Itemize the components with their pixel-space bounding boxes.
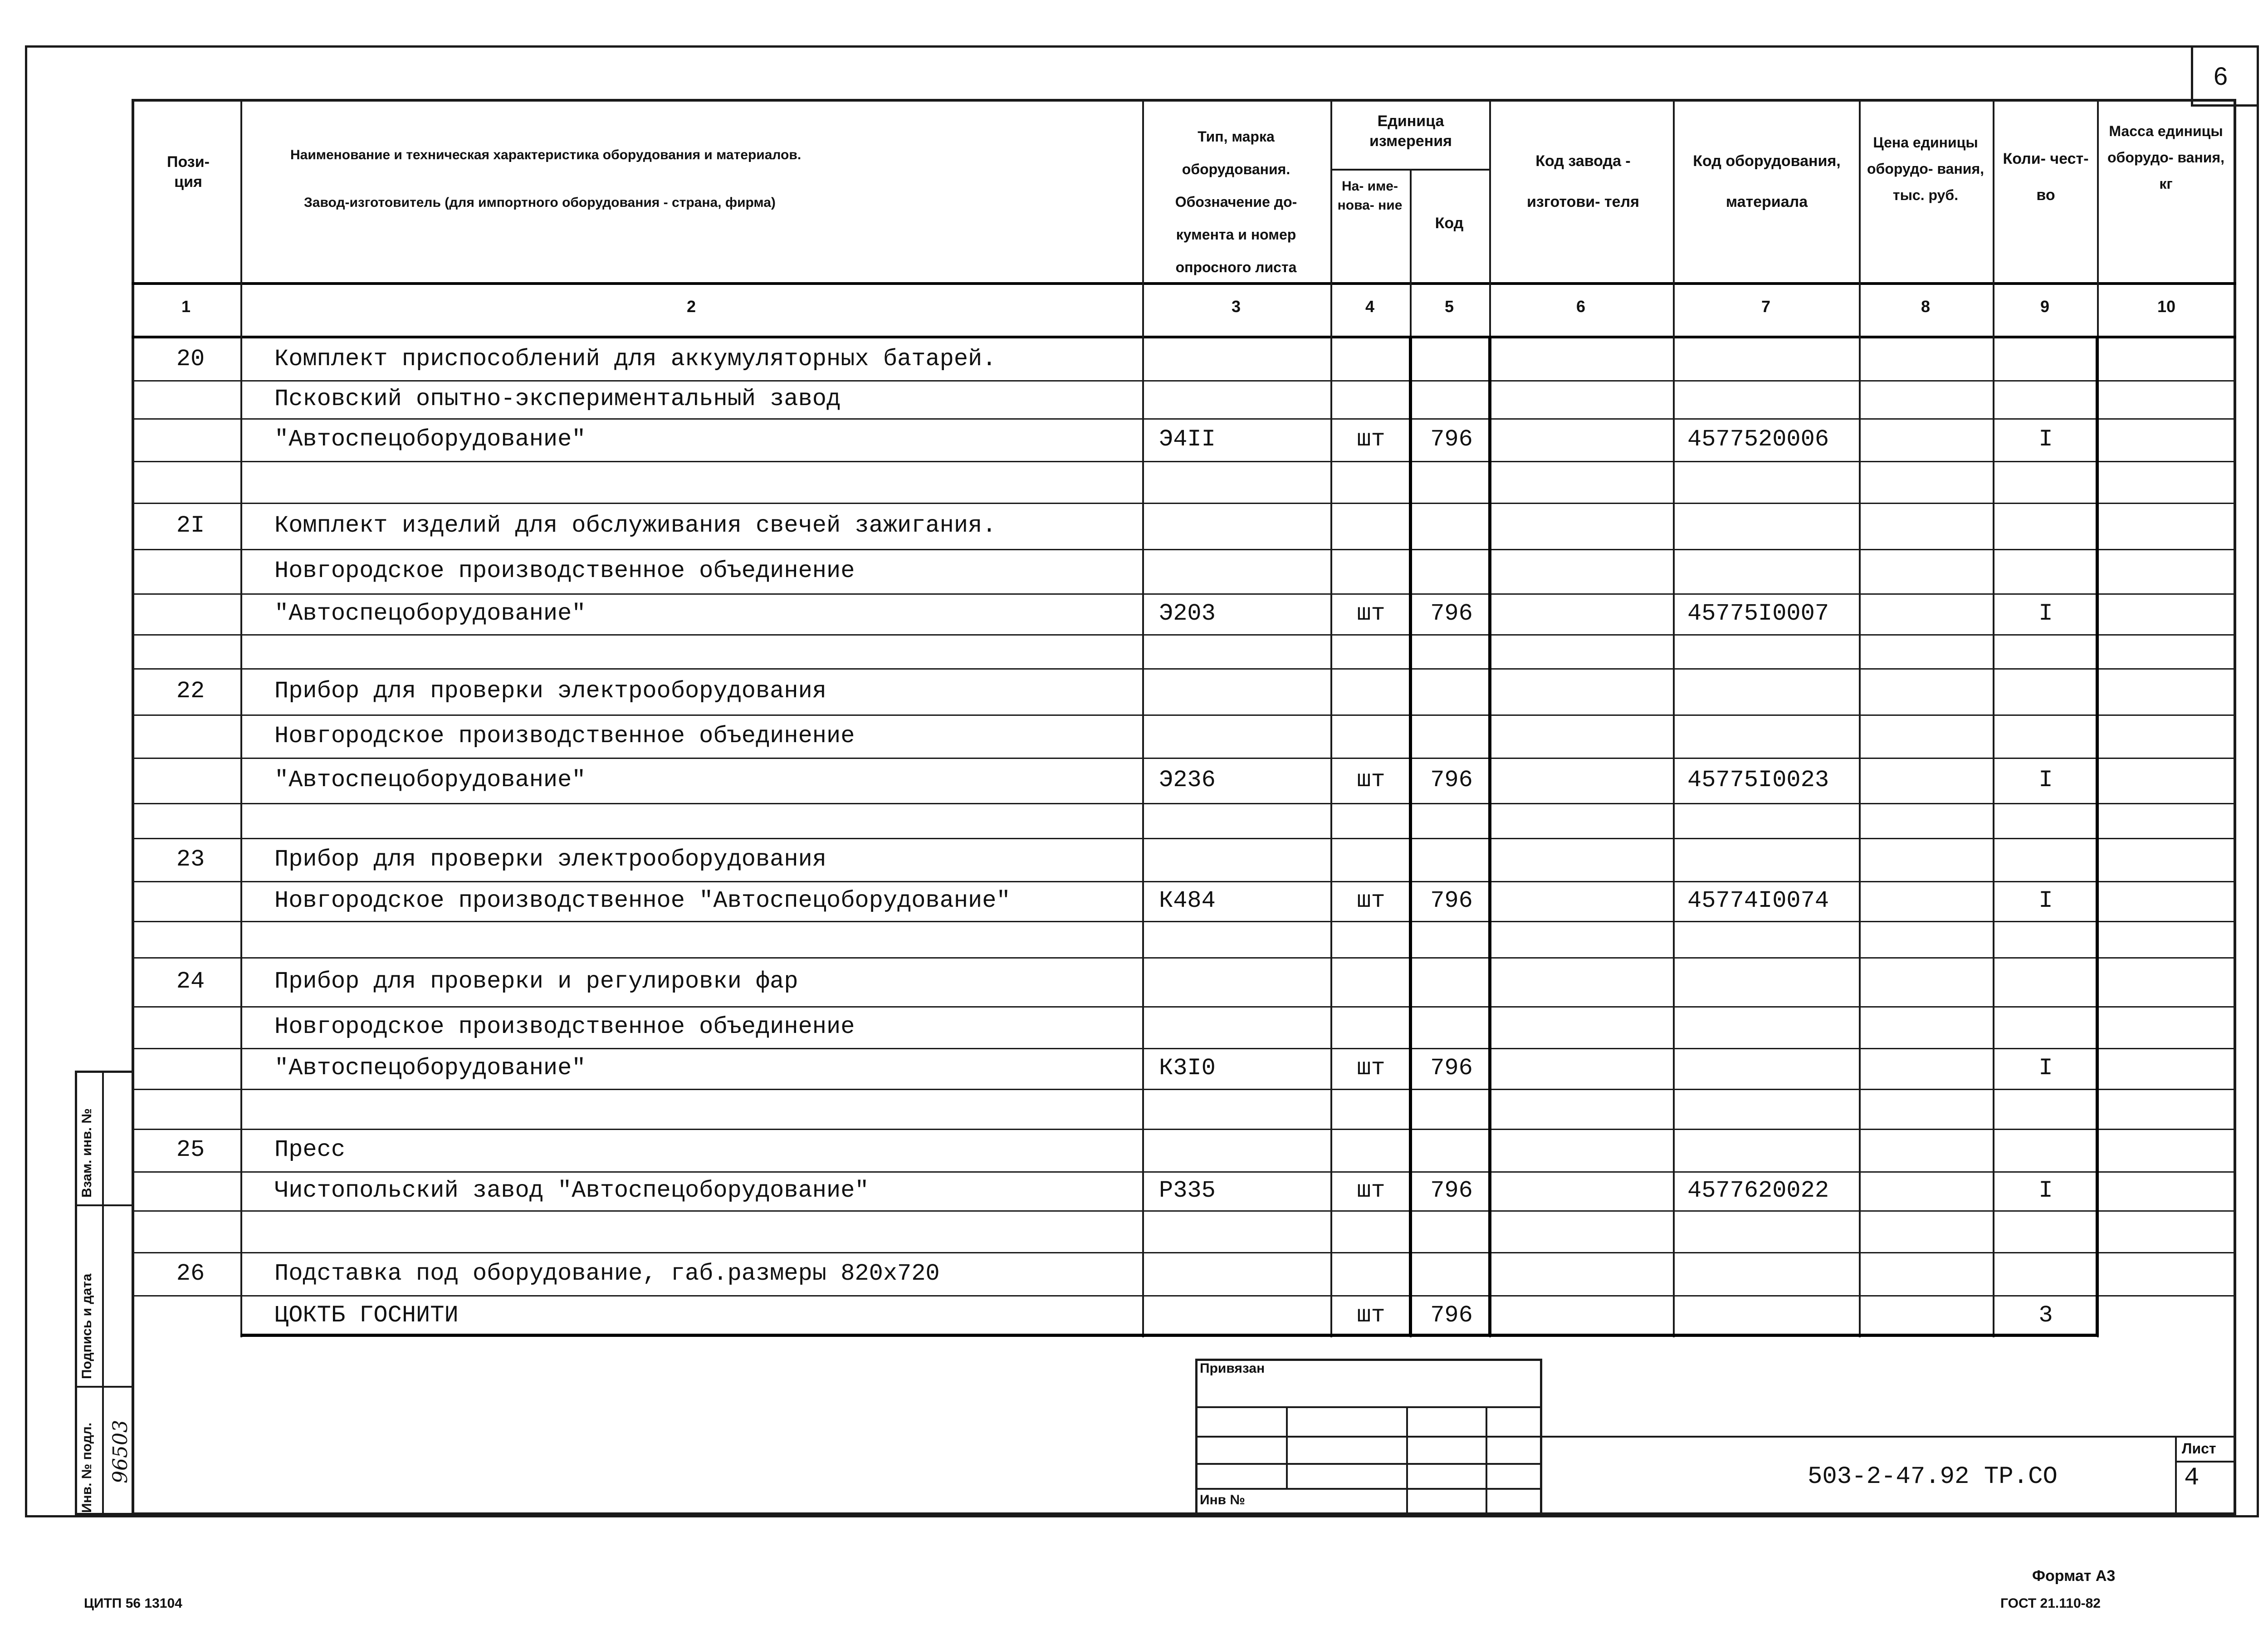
cell-type: Э203 xyxy=(1159,600,1216,627)
cell-code: 796 xyxy=(1430,426,1473,453)
cell-pos xyxy=(159,1055,222,1082)
cell-name: Новгородское производственное объединение xyxy=(274,723,855,749)
cell-eq-code xyxy=(1687,678,1855,705)
title-block-line xyxy=(1542,1436,2236,1438)
cell-qty xyxy=(1996,807,2096,834)
cell-unit xyxy=(1336,1136,1406,1164)
cell-qty: I xyxy=(2038,767,2053,793)
column-number: 3 xyxy=(1231,297,1241,316)
cell-type xyxy=(1159,558,1322,585)
cell-pos xyxy=(159,1218,222,1245)
cell-code xyxy=(1415,1136,1488,1164)
header-quantity: Коли- чест- во xyxy=(2003,150,2089,204)
cell-type xyxy=(1159,678,1322,705)
cell-unit xyxy=(1336,558,1406,585)
vzam-inv-label: Взам. инв. № xyxy=(79,1108,94,1198)
cell-name: "Автоспецоборудование" xyxy=(274,600,586,627)
cell-type xyxy=(1159,925,1322,953)
cell-name: Комплект изделий для обслуживания свечей зажигания. xyxy=(274,512,997,539)
cell-eq-code xyxy=(1687,638,1855,665)
cell-eq-code xyxy=(1687,1260,1855,1287)
cell-unit xyxy=(1336,1218,1406,1245)
cell-eq-code xyxy=(1687,512,1855,539)
cell-type xyxy=(1159,468,1322,495)
cell-qty: 3 xyxy=(2038,1302,2053,1329)
cell-pos: 24 xyxy=(176,968,205,995)
header-equipment-code: Код оборудования, материала xyxy=(1693,152,1841,210)
cell-pos: 26 xyxy=(176,1260,205,1287)
cell-unit: шт xyxy=(1357,1302,1385,1329)
cell-pos xyxy=(159,386,222,413)
table-row xyxy=(0,714,2268,758)
cell-pos xyxy=(159,1095,222,1122)
cell-code xyxy=(1415,638,1488,665)
column-number: 7 xyxy=(1761,297,1771,316)
footer-left-code: ЦИТП 56 13104 xyxy=(84,1596,182,1611)
cell-qty xyxy=(1996,968,2096,995)
cell-name: Прибор для проверки электрооборудования xyxy=(274,678,826,704)
list-hline xyxy=(2175,1461,2236,1463)
cell-pos xyxy=(159,1177,222,1204)
header-unit-group: Единица измерения xyxy=(1369,113,1452,150)
column-number: 1 xyxy=(181,297,191,316)
cell-name xyxy=(274,468,1136,495)
cell-qty xyxy=(1996,346,2096,373)
side-line-1 xyxy=(75,1204,134,1206)
list-number: 4 xyxy=(2184,1463,2200,1492)
cell-name: Новгородское производственное "Автоспецоборудование" xyxy=(274,887,1011,914)
cell-name: Комплект приспособлений для аккумуляторных батарей. xyxy=(274,346,997,372)
cell-pos xyxy=(159,600,222,627)
cell-type xyxy=(1159,1302,1322,1329)
cell-qty xyxy=(1996,558,2096,585)
cell-unit: шт xyxy=(1357,1055,1385,1081)
cell-type xyxy=(1159,1218,1322,1245)
cell-qty: I xyxy=(2038,426,2053,453)
cell-qty: I xyxy=(2038,887,2053,914)
cell-unit xyxy=(1336,638,1406,665)
cell-unit: шт xyxy=(1357,426,1385,453)
cell-unit xyxy=(1336,1013,1406,1041)
header-name-line2: Завод-изготовитель (для импортного оборудования - страна, фирма) xyxy=(304,195,776,210)
cell-pos xyxy=(159,638,222,665)
cell-type xyxy=(1159,807,1322,834)
header-unit-code: Код xyxy=(1435,215,1464,232)
stamp-vline-3 xyxy=(1486,1406,1487,1515)
cell-name: Прибор для проверки электрооборудования xyxy=(274,846,826,873)
cell-name: Подставка под оборудование, габ.размеры 820x720 xyxy=(274,1260,940,1287)
cell-unit xyxy=(1336,1095,1406,1122)
cell-eq-code xyxy=(1687,1055,1855,1082)
cell-qty xyxy=(1996,1260,2096,1287)
cell-name: Псковский опытно-экспериментальный завод xyxy=(274,386,841,412)
cell-code xyxy=(1415,968,1488,995)
cell-unit xyxy=(1336,807,1406,834)
inv-podl-label: Инв. № подл. xyxy=(79,1422,94,1513)
cell-unit xyxy=(1336,468,1406,495)
header-mass: Масса единицы оборудо- вания, кг xyxy=(2107,123,2224,192)
column-number: 9 xyxy=(2040,297,2050,316)
cell-eq-code: 4577520006 xyxy=(1687,426,1829,453)
table-row xyxy=(0,1210,2268,1252)
table-row xyxy=(0,1295,2268,1336)
cell-name: Новгородское производственное объединение xyxy=(274,1013,855,1040)
header-type: Тип, марка оборудования. Обозначение до- кумента и номер опросного листа xyxy=(1175,128,1297,275)
cell-name: Пресс xyxy=(274,1136,346,1163)
cell-code xyxy=(1415,468,1488,495)
table-row xyxy=(0,1089,2268,1129)
column-number: 10 xyxy=(2157,297,2176,316)
cell-type: К484 xyxy=(1159,887,1216,914)
cell-code xyxy=(1415,678,1488,705)
table-row xyxy=(0,461,2268,503)
cell-unit xyxy=(1336,925,1406,953)
list-label: Лист xyxy=(2182,1440,2216,1457)
cell-code: 796 xyxy=(1430,1302,1473,1329)
table-row xyxy=(0,380,2268,418)
cell-type xyxy=(1159,1013,1322,1041)
cell-unit xyxy=(1336,386,1406,413)
cell-name: "Автоспецоборудование" xyxy=(274,1055,586,1081)
cell-code xyxy=(1415,512,1488,539)
cell-pos xyxy=(159,925,222,953)
cell-name: Прибор для проверки и регулировки фар xyxy=(274,968,798,995)
cell-eq-code: 45774I0074 xyxy=(1687,887,1829,914)
cell-code xyxy=(1415,1260,1488,1287)
table-row xyxy=(0,549,2268,593)
cell-code: 796 xyxy=(1430,600,1473,627)
cell-name xyxy=(274,638,1136,665)
cell-unit: шт xyxy=(1357,767,1385,793)
cell-name: "Автоспецоборудование" xyxy=(274,767,586,793)
cell-code xyxy=(1415,846,1488,873)
stamp-line-3 xyxy=(1195,1463,1542,1465)
stamp-line-1 xyxy=(1195,1406,1542,1408)
table-row xyxy=(0,1006,2268,1048)
cell-eq-code xyxy=(1687,968,1855,995)
cell-name xyxy=(274,807,1136,834)
cell-eq-code xyxy=(1687,468,1855,495)
stamp-vline-1 xyxy=(1286,1406,1288,1488)
cell-code: 796 xyxy=(1430,1055,1473,1081)
cell-code xyxy=(1415,723,1488,750)
table-row xyxy=(0,634,2268,668)
header-price: Цена единицы оборудо- вания, тыс. руб. xyxy=(1867,134,1984,203)
cell-code: 796 xyxy=(1430,767,1473,793)
cell-pos xyxy=(159,1302,222,1329)
column-number: 8 xyxy=(1921,297,1931,316)
cell-qty xyxy=(1996,638,2096,665)
cell-type xyxy=(1159,346,1322,373)
cell-unit xyxy=(1336,968,1406,995)
cell-qty xyxy=(1996,846,2096,873)
header-name-line1: Наименование и техническая характеристика оборудования и материалов. xyxy=(290,147,802,162)
cell-unit xyxy=(1336,512,1406,539)
cell-type xyxy=(1159,386,1322,413)
cell-pos xyxy=(159,887,222,915)
table-row xyxy=(0,1129,2268,1171)
table-row xyxy=(0,838,2268,881)
cell-type xyxy=(1159,846,1322,873)
cell-pos xyxy=(159,426,222,453)
cell-code xyxy=(1415,1095,1488,1122)
podpis-data-label: Подпись и дата xyxy=(79,1273,94,1379)
cell-eq-code xyxy=(1687,1218,1855,1245)
cell-pos xyxy=(159,767,222,794)
cell-code xyxy=(1415,807,1488,834)
cell-code xyxy=(1415,925,1488,953)
cell-qty xyxy=(1996,386,2096,413)
cell-eq-code xyxy=(1687,386,1855,413)
cell-pos xyxy=(159,723,222,750)
cell-code xyxy=(1415,346,1488,373)
cell-eq-code xyxy=(1687,558,1855,585)
table-row xyxy=(0,881,2268,921)
cell-pos: 22 xyxy=(176,678,205,704)
cell-unit xyxy=(1336,723,1406,750)
priviazan-label: Привязан xyxy=(1200,1361,1265,1376)
cell-qty xyxy=(1996,1136,2096,1164)
list-vline xyxy=(2175,1436,2177,1515)
cell-type xyxy=(1159,1260,1322,1287)
cell-qty xyxy=(1996,925,2096,953)
cell-qty xyxy=(1996,512,2096,539)
cell-unit xyxy=(1336,1260,1406,1287)
cell-code: 796 xyxy=(1430,1177,1473,1204)
table-row xyxy=(0,803,2268,838)
table-row xyxy=(0,338,2268,380)
cell-unit xyxy=(1336,846,1406,873)
cell-eq-code: 45775I0023 xyxy=(1687,767,1829,793)
cell-eq-code xyxy=(1687,723,1855,750)
cell-pos: 23 xyxy=(176,846,205,873)
cell-type xyxy=(1159,968,1322,995)
cell-name xyxy=(274,1095,1136,1122)
header-unit-name: На- име- нова- ние xyxy=(1337,179,1403,213)
cell-qty xyxy=(1996,723,2096,750)
table-row xyxy=(0,1252,2268,1295)
table-row xyxy=(0,758,2268,803)
stamp-vline-2 xyxy=(1406,1406,1408,1515)
table-row xyxy=(0,503,2268,549)
cell-name xyxy=(274,925,1136,953)
cell-eq-code: 45775I0007 xyxy=(1687,600,1829,627)
cell-type: Э236 xyxy=(1159,767,1216,793)
format-label: Формат А3 xyxy=(2032,1567,2116,1585)
cell-qty xyxy=(1996,1218,2096,1245)
stamp-line-4 xyxy=(1195,1488,1542,1490)
cell-name: Чистопольский завод "Автоспецоборудование" xyxy=(274,1177,869,1204)
column-number: 2 xyxy=(686,297,696,316)
cell-qty xyxy=(1996,468,2096,495)
cell-unit: шт xyxy=(1357,1177,1385,1204)
cell-type: Э4II xyxy=(1159,426,1216,453)
table-row xyxy=(0,1048,2268,1089)
cell-type xyxy=(1159,638,1322,665)
cell-type: Р335 xyxy=(1159,1177,1216,1204)
inv-no-label: Инв № xyxy=(1200,1492,1245,1507)
cell-type xyxy=(1159,512,1322,539)
cell-pos: 25 xyxy=(176,1136,205,1163)
footer-right-code: ГОСТ 21.110-82 xyxy=(2000,1596,2101,1611)
cell-eq-code: 4577620022 xyxy=(1687,1177,1829,1204)
sheet-number: 6 xyxy=(2214,62,2228,90)
cell-pos xyxy=(159,468,222,495)
table-row xyxy=(0,957,2268,1006)
table-row xyxy=(0,1171,2268,1210)
table-row xyxy=(0,418,2268,461)
cell-unit: шт xyxy=(1357,887,1385,914)
cell-eq-code xyxy=(1687,346,1855,373)
column-number: 5 xyxy=(1444,297,1454,316)
cell-eq-code xyxy=(1687,925,1855,953)
inv-podl-value: 96503 xyxy=(109,1420,132,1483)
cell-qty: I xyxy=(2038,1177,2053,1204)
cell-code xyxy=(1415,1218,1488,1245)
document-code: 503-2-47.92 ТР.СО xyxy=(1808,1463,2058,1491)
cell-qty xyxy=(1996,1095,2096,1122)
column-number: 4 xyxy=(1365,297,1375,316)
table-row xyxy=(0,921,2268,957)
cell-eq-code xyxy=(1687,1013,1855,1041)
cell-eq-code xyxy=(1687,807,1855,834)
cell-pos: 20 xyxy=(176,346,205,372)
cell-code xyxy=(1415,1013,1488,1041)
cell-type: К3I0 xyxy=(1159,1055,1216,1081)
cell-name xyxy=(274,1218,1136,1245)
header-position: Пози- ция xyxy=(167,153,210,191)
cell-code xyxy=(1415,386,1488,413)
cell-name: Новгородское производственное объединение xyxy=(274,558,855,584)
cell-eq-code xyxy=(1687,846,1855,873)
cell-qty xyxy=(1996,1013,2096,1041)
cell-name: "Автоспецоборудование" xyxy=(274,426,586,453)
cell-unit: шт xyxy=(1357,600,1385,627)
cell-pos xyxy=(159,1013,222,1041)
cell-type xyxy=(1159,1095,1322,1122)
side-line-2 xyxy=(75,1386,134,1388)
cell-qty: I xyxy=(2038,600,2053,627)
cell-pos xyxy=(159,807,222,834)
cell-unit xyxy=(1336,678,1406,705)
table-row xyxy=(0,668,2268,714)
cell-name: ЦОКТБ ГОСНИТИ xyxy=(274,1302,459,1329)
cell-code: 796 xyxy=(1430,887,1473,914)
cell-code xyxy=(1415,558,1488,585)
stamp-line-2 xyxy=(1195,1436,1542,1438)
cell-pos xyxy=(159,558,222,585)
cell-qty: I xyxy=(2038,1055,2053,1081)
column-number: 6 xyxy=(1576,297,1586,316)
header-factory-code: Код завода - изготови- теля xyxy=(1527,152,1639,210)
cell-eq-code xyxy=(1687,1302,1855,1329)
cell-pos: 2I xyxy=(176,512,205,539)
cell-type xyxy=(1159,1136,1322,1164)
cell-unit xyxy=(1336,346,1406,373)
cell-eq-code xyxy=(1687,1136,1855,1164)
table-row xyxy=(0,593,2268,634)
cell-type xyxy=(1159,723,1322,750)
cell-qty xyxy=(1996,678,2096,705)
cell-eq-code xyxy=(1687,1095,1855,1122)
side-strip-divider xyxy=(102,1071,104,1515)
